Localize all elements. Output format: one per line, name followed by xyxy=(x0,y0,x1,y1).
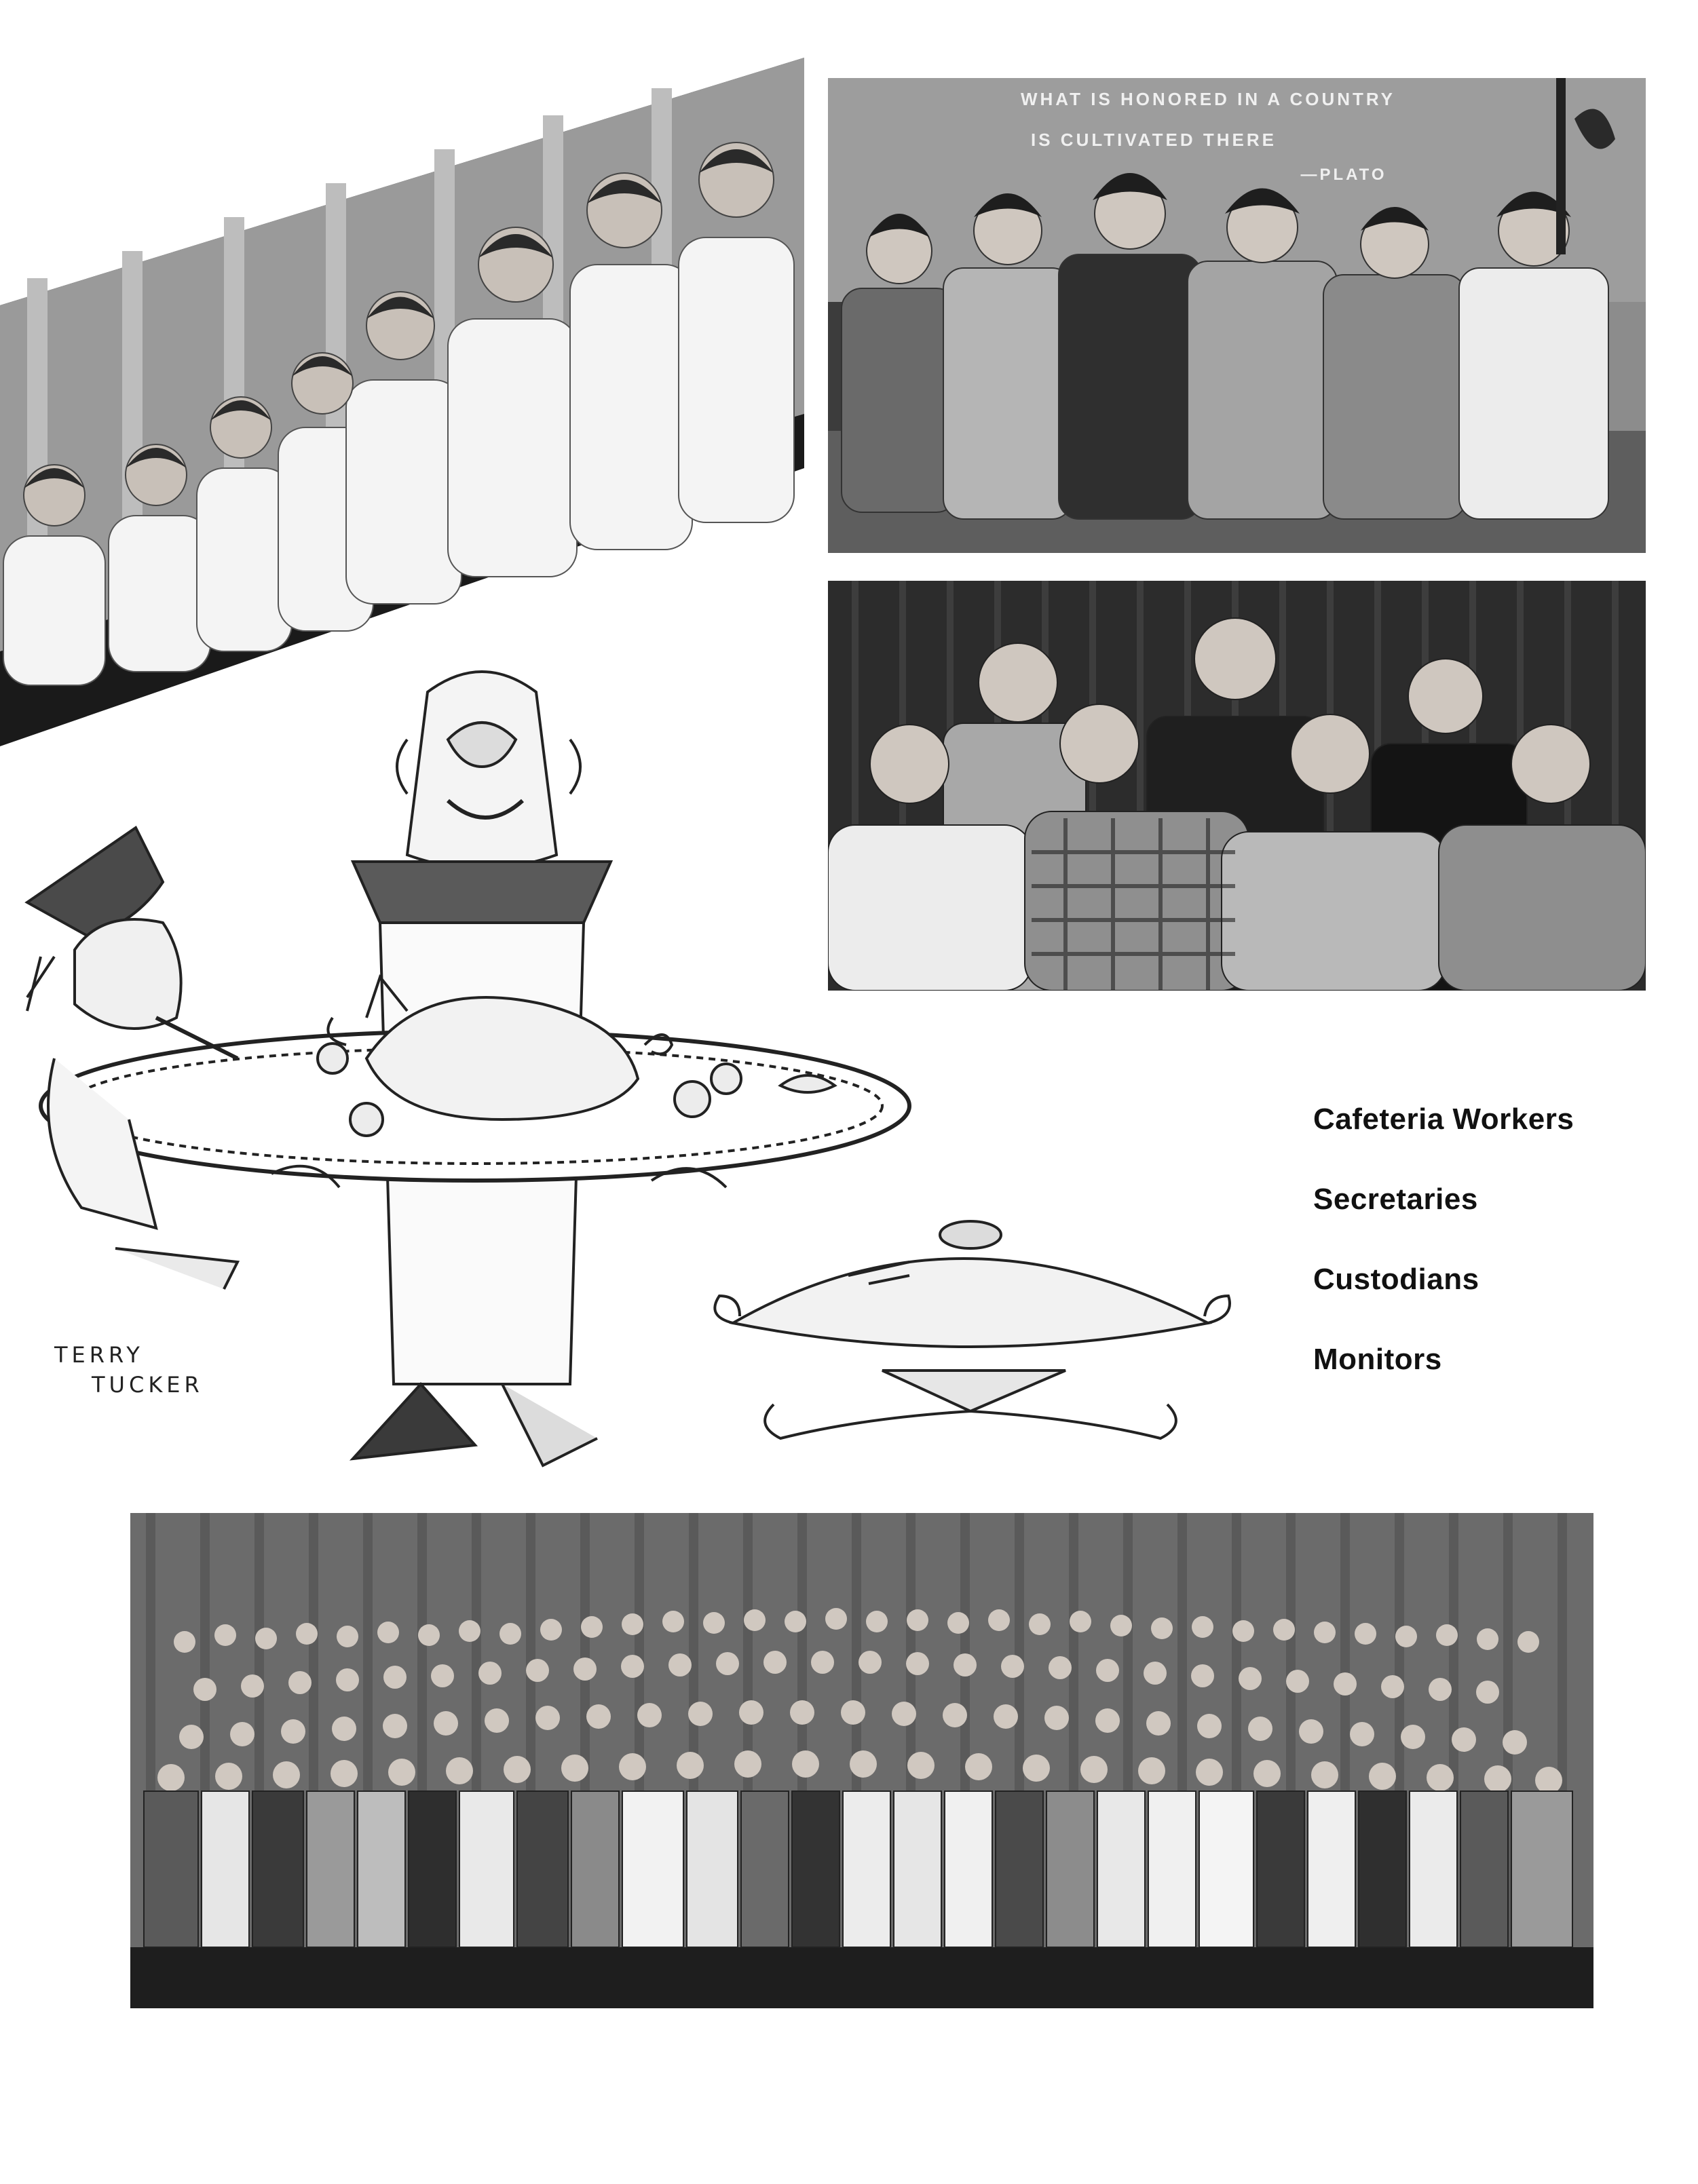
covered-dish-drawing xyxy=(706,1214,1249,1465)
monitors-photo xyxy=(130,1513,1593,2008)
caption-secretaries: Secretaries xyxy=(1313,1183,1478,1216)
caption-list xyxy=(1313,1099,1639,1419)
signature-first-name: TERRY xyxy=(54,1342,144,1368)
caption-custodians: Custodians xyxy=(1313,1263,1479,1296)
secretaries-photo xyxy=(828,78,1646,553)
banner-line-2: IS CULTIVATED THERE xyxy=(1031,130,1277,150)
caption-monitors: Monitors xyxy=(1313,1343,1442,1376)
banner-attribution: —PLATO xyxy=(1300,166,1387,184)
artist-signature xyxy=(54,1340,271,1400)
signature-last-name: TUCKER xyxy=(92,1372,204,1398)
caption-cafeteria-workers: Cafeteria Workers xyxy=(1313,1103,1574,1136)
banner-line-1: WHAT IS HONORED IN A COUNTRY xyxy=(1020,89,1396,109)
